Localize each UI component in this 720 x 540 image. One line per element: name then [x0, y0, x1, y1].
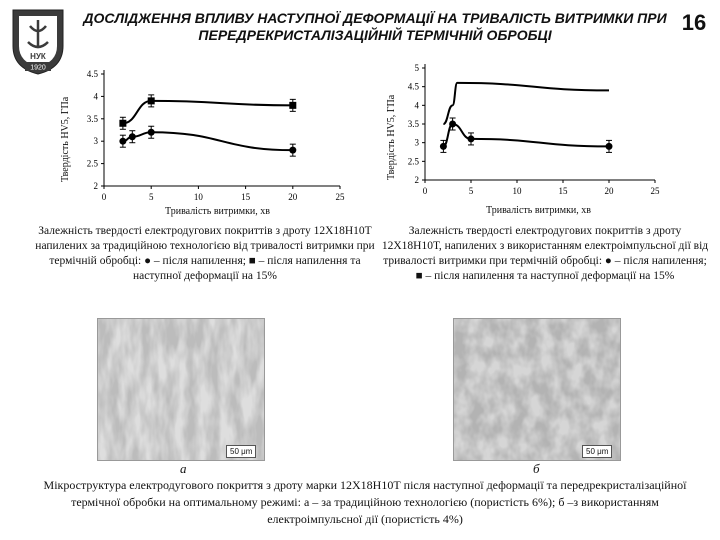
x-tick-label: 0 — [101, 192, 107, 202]
logo-year: 1920 — [30, 64, 46, 72]
x-tick-label: 20 — [604, 186, 614, 196]
caption-left: Залежність твердості електродугових покриттів з дроту 12Х18Н10Т напилених за традиційною технологією від тривалості витримки при термічній обробці: ● – після напилення; ■ – після напилення та наступної деформації на 15% — [35, 225, 375, 282]
y-tick-label: 4.5 — [407, 81, 419, 92]
hardness-chart-electroimpulse — [395, 60, 695, 210]
series-line-1 — [123, 132, 293, 150]
data-point-circle — [289, 147, 296, 154]
data-point-circle — [440, 143, 447, 150]
y-tick-label: 3.5 — [86, 113, 98, 124]
y-tick-label: 2 — [93, 181, 98, 191]
x-tick-label: 25 — [650, 186, 660, 196]
photo-label-a: а — [180, 461, 187, 476]
y-tick-label: 3.5 — [407, 119, 419, 129]
data-point-circle — [148, 129, 155, 136]
chart2-xlabel: Тривалість витримки, хв — [486, 205, 592, 216]
page-title: ДОСЛІДЖЕННЯ ВПЛИВУ НАСТУПНОЇ ДЕФОРМАЦІЇ НА ТРИВАЛІСТЬ ВИТРИМКИ ПРИ ПЕРЕДРЕКРИСТАЛІЗАЦІЙНІЙ ТЕРМІЧНІЙ ОБРОБЦІ — [83, 10, 667, 43]
chart2-ylabel: Твердість HV5, ГПа — [386, 94, 397, 180]
x-tick-label: 15 — [241, 192, 251, 202]
x-tick-label: 25 — [335, 192, 345, 202]
y-tick-label: 2.5 — [86, 158, 98, 169]
series-line-0 — [443, 83, 609, 124]
y-tick-label: 5 — [414, 63, 419, 73]
data-point-circle — [606, 143, 613, 150]
x-tick-label: 10 — [512, 186, 522, 196]
micrograph-caption: Мікроструктура електродугового покриття з дроту марки 12Х18Н10Т після наступної деформації та передрекристалізаційної термічної обробки на оптимальному режимі: а – за традиційною технологією (пористість 6%); б –з використанням електроімпульсної дії (пористість 4%) — [43, 478, 687, 526]
y-tick-label: 4 — [93, 91, 98, 102]
data-point-circle — [119, 138, 126, 145]
data-point-square — [119, 120, 126, 127]
scale-bar-b: 50 μm — [582, 445, 612, 458]
x-tick-label: 15 — [558, 186, 568, 196]
x-tick-label: 20 — [288, 192, 298, 202]
data-point-circle — [449, 121, 456, 128]
y-tick-label: 4.5 — [86, 69, 98, 79]
y-tick-label: 4 — [414, 100, 419, 111]
data-point-square — [289, 102, 296, 109]
x-tick-label: 5 — [148, 192, 154, 202]
x-tick-label: 5 — [468, 186, 474, 196]
hardness-chart-traditional — [60, 60, 360, 220]
chart1-ylabel: Твердість HV5, ГПа — [60, 96, 71, 182]
caption-right: Залежність твердості електродугових покриттів з дроту 12Х18Н10Т, напилених з використанням електроімпульсної дії від тривалості витримки при термічній обробці: ● – після напилення; ■ – після напилення та наступної деформації на 15% — [381, 225, 709, 282]
slide-number: 16 — [681, 10, 707, 35]
x-tick-label: 0 — [422, 186, 428, 196]
y-tick-label: 3 — [93, 136, 98, 147]
micrograph-a — [97, 318, 265, 461]
x-tick-label: 10 — [193, 192, 203, 202]
data-point-circle — [468, 135, 475, 142]
scale-bar-a: 50 μm — [226, 445, 256, 458]
micrograph-b — [453, 318, 621, 461]
series-line-1 — [443, 124, 609, 146]
chart1-xlabel: Тривалість витримки, хв — [165, 206, 271, 217]
data-point-circle — [129, 133, 136, 140]
logo-text: НУК — [30, 52, 46, 61]
photo-label-b: б — [533, 461, 540, 476]
y-tick-label: 3 — [414, 137, 419, 148]
data-point-square — [148, 97, 155, 104]
y-tick-label: 2.5 — [407, 156, 419, 167]
y-tick-label: 2 — [414, 175, 419, 185]
university-logo — [8, 6, 68, 76]
